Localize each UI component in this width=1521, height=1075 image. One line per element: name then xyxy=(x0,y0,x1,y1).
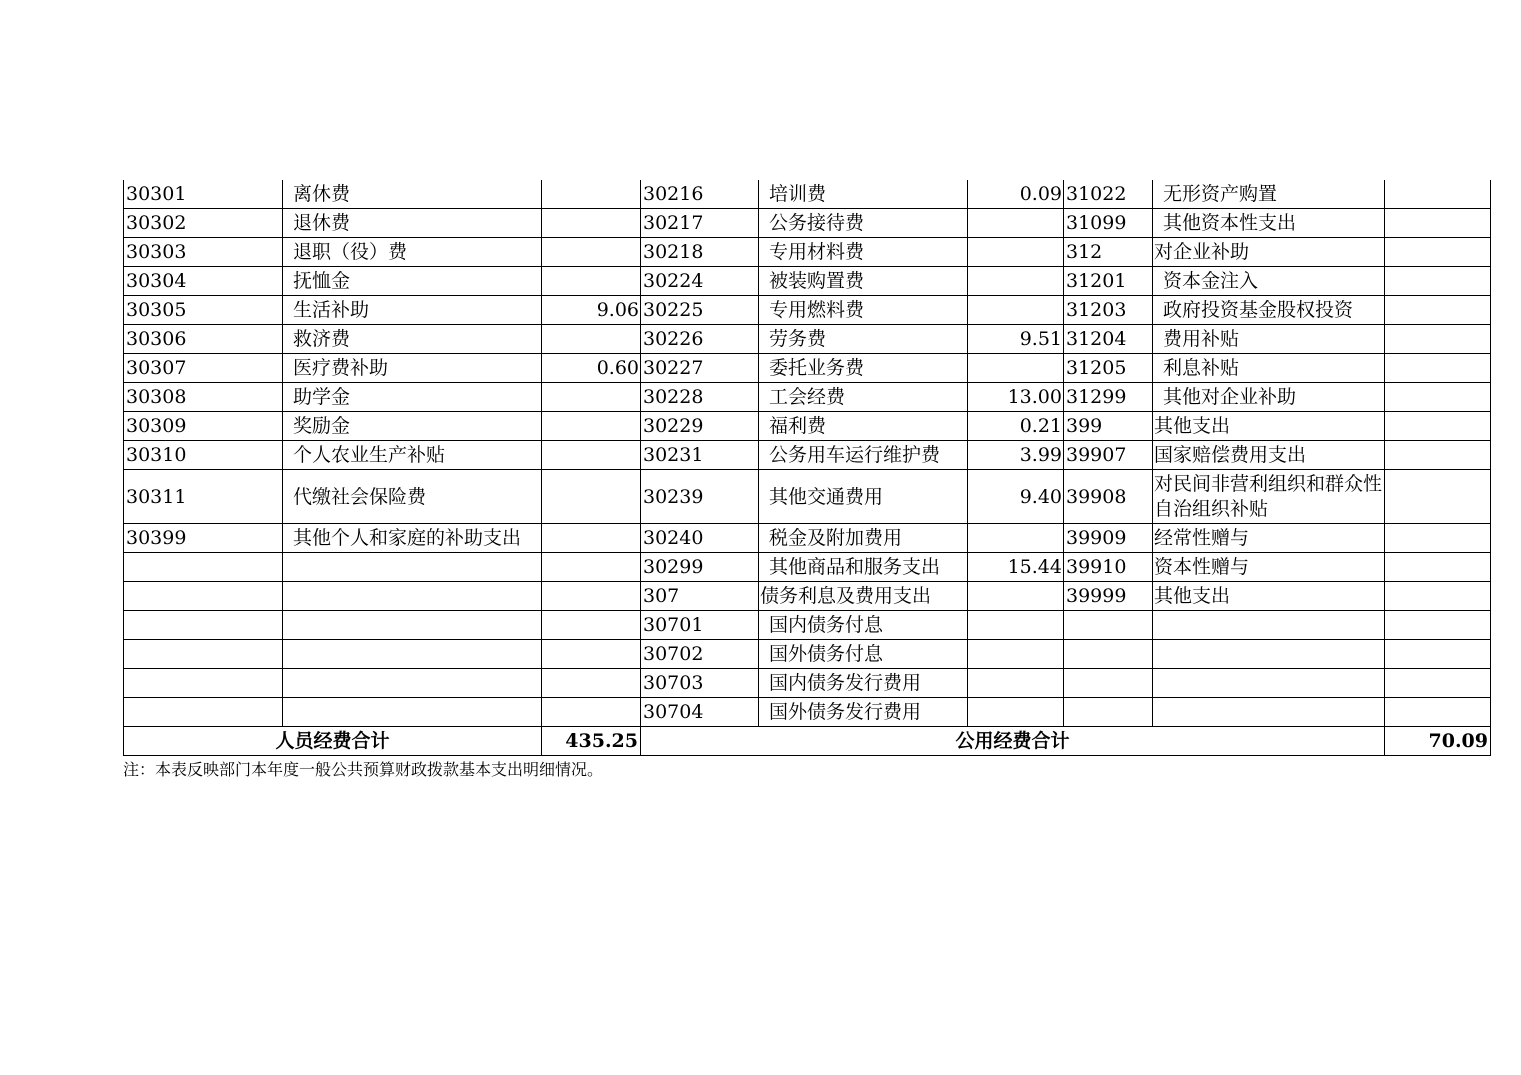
personnel-amount-cell xyxy=(542,209,641,238)
public-code-cell: 30224 xyxy=(641,267,759,296)
other-amount-cell xyxy=(1385,325,1491,354)
table-row xyxy=(124,209,1491,238)
public-code-cell: 307 xyxy=(641,582,759,611)
public-item-cell: 劳务费 xyxy=(759,325,968,354)
public-amount-cell: 0.09 xyxy=(968,180,1064,209)
public-amount-cell: 9.40 xyxy=(968,470,1064,524)
public-item-cell: 公务接待费 xyxy=(759,209,968,238)
totals-row xyxy=(124,727,1491,756)
personnel-item-cell: 个人农业生产补贴 xyxy=(283,441,542,470)
expenditure-detail-table xyxy=(123,180,1491,756)
other-code-cell xyxy=(1064,611,1153,640)
personnel-amount-cell: 0.60 xyxy=(542,354,641,383)
public-amount-cell xyxy=(968,354,1064,383)
other-code-cell: 39908 xyxy=(1064,470,1153,524)
table-row xyxy=(124,582,1491,611)
public-code-cell: 30218 xyxy=(641,238,759,267)
other-code-cell: 39999 xyxy=(1064,582,1153,611)
personnel-item-cell: 代缴社会保险费 xyxy=(283,470,542,524)
other-amount-cell xyxy=(1385,238,1491,267)
other-item-cell: 费用补贴 xyxy=(1153,325,1385,354)
other-item-cell: 政府投资基金股权投资 xyxy=(1153,296,1385,325)
other-code-cell: 31299 xyxy=(1064,383,1153,412)
table-row xyxy=(124,553,1491,582)
other-code-cell xyxy=(1064,698,1153,727)
public-amount-cell: 9.51 xyxy=(968,325,1064,354)
personnel-item-cell: 离休费 xyxy=(283,180,542,209)
personnel-total-amount: 435.25 xyxy=(542,727,641,756)
personnel-amount-cell xyxy=(542,669,641,698)
other-amount-cell xyxy=(1385,553,1491,582)
table-body xyxy=(124,180,1491,756)
personnel-code-cell: 30307 xyxy=(124,354,283,383)
table-row xyxy=(124,180,1491,209)
other-code-cell: 31201 xyxy=(1064,267,1153,296)
table-row xyxy=(124,640,1491,669)
public-code-cell: 30239 xyxy=(641,470,759,524)
table-footnote: 注：本表反映部门本年度一般公共预算财政拨款基本支出明细情况。 xyxy=(123,760,604,779)
other-code-cell: 31203 xyxy=(1064,296,1153,325)
personnel-code-cell: 30308 xyxy=(124,383,283,412)
table-row xyxy=(124,611,1491,640)
personnel-code-cell: 30306 xyxy=(124,325,283,354)
other-code-cell: 39910 xyxy=(1064,553,1153,582)
personnel-item-cell xyxy=(283,553,542,582)
personnel-amount-cell xyxy=(542,180,641,209)
public-amount-cell: 0.21 xyxy=(968,412,1064,441)
personnel-code-cell: 30303 xyxy=(124,238,283,267)
other-code-cell: 31099 xyxy=(1064,209,1153,238)
table-row xyxy=(124,669,1491,698)
personnel-amount-cell xyxy=(542,267,641,296)
other-item-cell: 对企业补助 xyxy=(1153,238,1385,267)
table-row xyxy=(124,698,1491,727)
other-item-cell xyxy=(1153,669,1385,698)
personnel-code-cell: 30310 xyxy=(124,441,283,470)
personnel-item-cell xyxy=(283,698,542,727)
public-code-cell: 30701 xyxy=(641,611,759,640)
personnel-code-cell xyxy=(124,669,283,698)
personnel-amount-cell xyxy=(542,441,641,470)
personnel-code-cell: 30399 xyxy=(124,524,283,553)
personnel-code-cell xyxy=(124,640,283,669)
other-amount-cell xyxy=(1385,383,1491,412)
personnel-code-cell: 30301 xyxy=(124,180,283,209)
other-item-cell: 其他对企业补助 xyxy=(1153,383,1385,412)
other-code-cell: 39907 xyxy=(1064,441,1153,470)
public-total-label: 公用经费合计 xyxy=(641,727,1385,756)
personnel-amount-cell: 9.06 xyxy=(542,296,641,325)
public-amount-cell: 13.00 xyxy=(968,383,1064,412)
other-code-cell xyxy=(1064,640,1153,669)
public-code-cell: 30225 xyxy=(641,296,759,325)
other-item-cell: 国家赔偿费用支出 xyxy=(1153,441,1385,470)
public-item-cell: 国外债务发行费用 xyxy=(759,698,968,727)
other-amount-cell xyxy=(1385,640,1491,669)
public-item-cell: 福利费 xyxy=(759,412,968,441)
public-item-cell: 其他商品和服务支出 xyxy=(759,553,968,582)
public-amount-cell xyxy=(968,640,1064,669)
other-code-cell: 312 xyxy=(1064,238,1153,267)
public-item-cell: 培训费 xyxy=(759,180,968,209)
other-code-cell: 31204 xyxy=(1064,325,1153,354)
personnel-item-cell: 奖励金 xyxy=(283,412,542,441)
public-total-amount: 70.09 xyxy=(1385,727,1491,756)
personnel-item-cell xyxy=(283,611,542,640)
table-row xyxy=(124,267,1491,296)
public-item-cell: 国外债务付息 xyxy=(759,640,968,669)
table-row xyxy=(124,412,1491,441)
public-amount-cell: 15.44 xyxy=(968,553,1064,582)
personnel-code-cell xyxy=(124,698,283,727)
table-row xyxy=(124,524,1491,553)
personnel-amount-cell xyxy=(542,611,641,640)
public-code-cell: 30229 xyxy=(641,412,759,441)
personnel-item-cell: 医疗费补助 xyxy=(283,354,542,383)
other-amount-cell xyxy=(1385,441,1491,470)
table-row xyxy=(124,470,1491,524)
public-amount-cell xyxy=(968,209,1064,238)
other-item-cell: 资本金注入 xyxy=(1153,267,1385,296)
public-amount-cell xyxy=(968,238,1064,267)
table-row xyxy=(124,354,1491,383)
public-item-cell: 公务用车运行维护费 xyxy=(759,441,968,470)
table-row xyxy=(124,441,1491,470)
personnel-amount-cell xyxy=(542,238,641,267)
personnel-code-cell: 30304 xyxy=(124,267,283,296)
other-code-cell: 31022 xyxy=(1064,180,1153,209)
personnel-item-cell: 退职（役）费 xyxy=(283,238,542,267)
public-amount-cell xyxy=(968,698,1064,727)
public-code-cell: 30299 xyxy=(641,553,759,582)
public-amount-cell xyxy=(968,524,1064,553)
table-row xyxy=(124,296,1491,325)
other-amount-cell xyxy=(1385,180,1491,209)
other-code-cell: 31205 xyxy=(1064,354,1153,383)
public-code-cell: 30228 xyxy=(641,383,759,412)
table-row xyxy=(124,383,1491,412)
personnel-amount-cell xyxy=(542,524,641,553)
personnel-amount-cell xyxy=(542,582,641,611)
other-item-cell: 其他支出 xyxy=(1153,412,1385,441)
personnel-code-cell xyxy=(124,582,283,611)
public-item-cell: 专用燃料费 xyxy=(759,296,968,325)
personnel-code-cell xyxy=(124,611,283,640)
table-row xyxy=(124,238,1491,267)
other-amount-cell xyxy=(1385,582,1491,611)
public-amount-cell xyxy=(968,296,1064,325)
public-amount-cell xyxy=(968,669,1064,698)
public-item-cell: 其他交通费用 xyxy=(759,470,968,524)
public-item-cell: 委托业务费 xyxy=(759,354,968,383)
other-item-cell: 对民间非营利组织和群众性自治组织补贴 xyxy=(1153,470,1385,524)
other-amount-cell xyxy=(1385,698,1491,727)
personnel-code-cell: 30309 xyxy=(124,412,283,441)
public-amount-cell: 3.99 xyxy=(968,441,1064,470)
public-code-cell: 30231 xyxy=(641,441,759,470)
other-amount-cell xyxy=(1385,524,1491,553)
personnel-code-cell: 30305 xyxy=(124,296,283,325)
public-item-cell: 国内债务付息 xyxy=(759,611,968,640)
personnel-item-cell: 救济费 xyxy=(283,325,542,354)
personnel-item-cell xyxy=(283,669,542,698)
personnel-code-cell: 30311 xyxy=(124,470,283,524)
other-amount-cell xyxy=(1385,669,1491,698)
public-item-cell: 税金及附加费用 xyxy=(759,524,968,553)
personnel-item-cell xyxy=(283,582,542,611)
table-row xyxy=(124,325,1491,354)
public-code-cell: 30227 xyxy=(641,354,759,383)
other-amount-cell xyxy=(1385,611,1491,640)
other-amount-cell xyxy=(1385,209,1491,238)
other-item-cell: 其他资本性支出 xyxy=(1153,209,1385,238)
personnel-amount-cell xyxy=(542,640,641,669)
other-amount-cell xyxy=(1385,354,1491,383)
other-item-cell: 无形资产购置 xyxy=(1153,180,1385,209)
public-amount-cell xyxy=(968,611,1064,640)
other-item-cell: 经常性赠与 xyxy=(1153,524,1385,553)
public-code-cell: 30702 xyxy=(641,640,759,669)
personnel-amount-cell xyxy=(542,698,641,727)
other-amount-cell xyxy=(1385,470,1491,524)
other-code-cell: 399 xyxy=(1064,412,1153,441)
personnel-amount-cell xyxy=(542,412,641,441)
public-code-cell: 30216 xyxy=(641,180,759,209)
public-item-cell: 国内债务发行费用 xyxy=(759,669,968,698)
public-code-cell: 30703 xyxy=(641,669,759,698)
personnel-amount-cell xyxy=(542,553,641,582)
other-item-cell xyxy=(1153,698,1385,727)
personnel-item-cell: 助学金 xyxy=(283,383,542,412)
personnel-item-cell: 抚恤金 xyxy=(283,267,542,296)
other-item-cell: 利息补贴 xyxy=(1153,354,1385,383)
public-item-cell: 专用材料费 xyxy=(759,238,968,267)
public-code-cell: 30704 xyxy=(641,698,759,727)
personnel-code-cell xyxy=(124,553,283,582)
other-item-cell xyxy=(1153,611,1385,640)
personnel-item-cell: 其他个人和家庭的补助支出 xyxy=(283,524,542,553)
other-amount-cell xyxy=(1385,296,1491,325)
other-amount-cell xyxy=(1385,412,1491,441)
other-item-cell: 其他支出 xyxy=(1153,582,1385,611)
public-code-cell: 30217 xyxy=(641,209,759,238)
personnel-amount-cell xyxy=(542,470,641,524)
public-item-cell: 被装购置费 xyxy=(759,267,968,296)
personnel-total-label: 人员经费合计 xyxy=(124,727,542,756)
public-amount-cell xyxy=(968,267,1064,296)
other-item-cell: 资本性赠与 xyxy=(1153,553,1385,582)
public-code-cell: 30240 xyxy=(641,524,759,553)
public-item-cell: 债务利息及费用支出 xyxy=(759,582,968,611)
personnel-code-cell: 30302 xyxy=(124,209,283,238)
personnel-amount-cell xyxy=(542,383,641,412)
public-amount-cell xyxy=(968,582,1064,611)
public-code-cell: 30226 xyxy=(641,325,759,354)
personnel-amount-cell xyxy=(542,325,641,354)
other-code-cell: 39909 xyxy=(1064,524,1153,553)
personnel-item-cell xyxy=(283,640,542,669)
other-amount-cell xyxy=(1385,267,1491,296)
personnel-item-cell: 生活补助 xyxy=(283,296,542,325)
public-item-cell: 工会经费 xyxy=(759,383,968,412)
personnel-item-cell: 退休费 xyxy=(283,209,542,238)
other-code-cell xyxy=(1064,669,1153,698)
other-item-cell xyxy=(1153,640,1385,669)
